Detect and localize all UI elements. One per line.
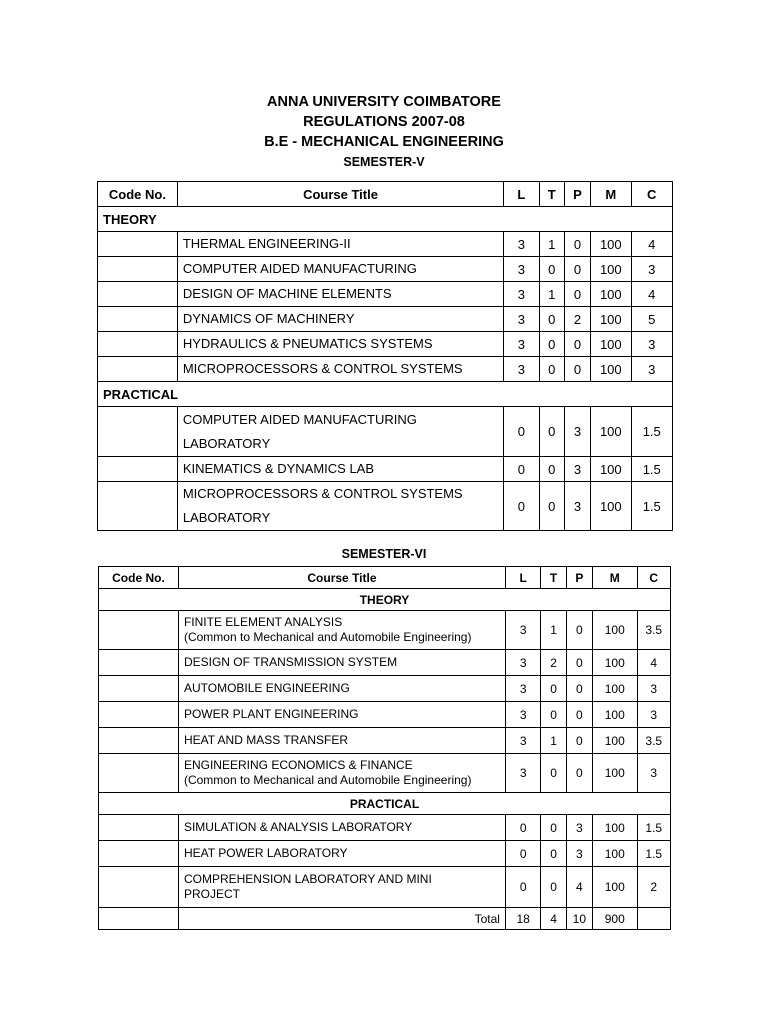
- m-cell: 100: [591, 357, 631, 382]
- t-cell: 1: [541, 728, 566, 754]
- section-label: PRACTICAL: [98, 382, 673, 407]
- section-label: PRACTICAL: [99, 793, 671, 815]
- p-cell: 3: [564, 482, 590, 531]
- m-cell: 100: [591, 307, 631, 332]
- l-cell: 0: [504, 457, 539, 482]
- course-title-line: COMPUTER AIDED MANUFACTURING: [182, 411, 417, 427]
- t-cell: 0: [541, 841, 566, 867]
- c-cell: 1.5: [637, 841, 670, 867]
- c-cell: 3: [637, 702, 670, 728]
- total-row: [99, 908, 671, 930]
- col-p: P: [566, 567, 592, 589]
- t-cell: 0: [539, 482, 564, 531]
- c-cell: 1.5: [631, 482, 673, 531]
- p-cell: 3: [564, 407, 590, 457]
- section-row-theory: [98, 207, 673, 232]
- table-row: [99, 728, 671, 754]
- table-row: [99, 867, 671, 908]
- semester-5-title: SEMESTER-V: [343, 155, 425, 169]
- table-row: [99, 676, 671, 702]
- section-label: THEORY: [98, 207, 673, 232]
- course-title: POWER PLANT ENGINEERING: [178, 702, 505, 728]
- t-cell: 1: [541, 611, 566, 650]
- l-cell: 0: [504, 482, 539, 531]
- t-cell: 0: [541, 702, 566, 728]
- code-cell: [99, 815, 179, 841]
- table-row: [99, 815, 671, 841]
- course-title-line: COMPREHENSION LABORATORY AND MINI: [183, 872, 432, 886]
- total-label: Total: [178, 908, 505, 930]
- table-row: [98, 282, 673, 307]
- table-row: [98, 407, 673, 457]
- m-cell: 100: [593, 676, 638, 702]
- m-cell: 100: [593, 702, 638, 728]
- p-cell: 0: [566, 676, 592, 702]
- c-cell: 1.5: [637, 815, 670, 841]
- semester-5-table: [97, 181, 673, 531]
- l-cell: 3: [505, 650, 540, 676]
- t-cell: 0: [539, 357, 564, 382]
- p-cell: 0: [564, 232, 590, 257]
- p-cell: 0: [564, 357, 590, 382]
- code-cell: [99, 867, 179, 908]
- course-title: [177, 407, 503, 457]
- code-cell: [98, 257, 178, 282]
- l-cell: 3: [505, 676, 540, 702]
- code-cell: [98, 232, 178, 257]
- code-cell: [98, 282, 178, 307]
- t-cell: 0: [539, 457, 564, 482]
- course-subtitle: (Common to Mechanical and Automobile Engineering): [183, 630, 472, 644]
- code-cell: [98, 482, 178, 531]
- course-title: HYDRAULICS & PNEUMATICS SYSTEMS: [177, 332, 503, 357]
- col-c: C: [631, 182, 673, 207]
- course-title: MICROPROCESSORS & CONTROL SYSTEMS: [177, 357, 503, 382]
- code-cell: [99, 676, 179, 702]
- m-cell: 100: [591, 482, 631, 531]
- col-code: Code No.: [98, 182, 178, 207]
- table-header-row: [99, 567, 671, 589]
- t-cell: 1: [539, 232, 564, 257]
- table-row: [99, 754, 671, 793]
- l-cell: 3: [505, 702, 540, 728]
- c-cell: 2: [637, 867, 670, 908]
- p-cell: 3: [566, 841, 592, 867]
- code-cell: [98, 457, 178, 482]
- code-cell: [98, 332, 178, 357]
- c-cell: 1.5: [631, 407, 673, 457]
- course-title-line: FINITE ELEMENT ANALYSIS: [183, 615, 343, 629]
- m-cell: 100: [591, 332, 631, 357]
- p-cell: 0: [564, 332, 590, 357]
- course-title: SIMULATION & ANALYSIS LABORATORY: [178, 815, 505, 841]
- course-title-line: PROJECT: [183, 887, 240, 901]
- t-cell: 0: [541, 867, 566, 908]
- p-cell: 0: [566, 611, 592, 650]
- course-title: DESIGN OF MACHINE ELEMENTS: [177, 282, 503, 307]
- m-cell: 100: [593, 841, 638, 867]
- section-row-practical: [98, 382, 673, 407]
- course-title: COMPUTER AIDED MANUFACTURING: [177, 257, 503, 282]
- l-cell: 3: [505, 728, 540, 754]
- table-row: [98, 257, 673, 282]
- course-title-line: MICROPROCESSORS & CONTROL SYSTEMS: [182, 486, 463, 501]
- table-row: [98, 232, 673, 257]
- m-cell: 100: [591, 232, 631, 257]
- section-row-theory: [99, 589, 671, 611]
- p-cell: 0: [566, 650, 592, 676]
- table-row: [99, 841, 671, 867]
- course-subtitle: (Common to Mechanical and Automobile Engineering): [183, 773, 472, 787]
- course-title: HEAT POWER LABORATORY: [178, 841, 505, 867]
- code-cell: [98, 407, 178, 457]
- c-cell: 3.5: [637, 728, 670, 754]
- regulations-title: REGULATIONS 2007-08: [303, 114, 465, 130]
- table-header-row: [98, 182, 673, 207]
- t-cell: 0: [541, 815, 566, 841]
- col-p: P: [564, 182, 590, 207]
- code-cell: [98, 357, 178, 382]
- table-row: [98, 482, 673, 531]
- c-cell: 3: [631, 257, 673, 282]
- course-title: DYNAMICS OF MACHINERY: [177, 307, 503, 332]
- c-cell: 5: [631, 307, 673, 332]
- t-cell: 2: [541, 650, 566, 676]
- p-cell: 0: [566, 728, 592, 754]
- m-cell: 100: [593, 754, 638, 793]
- p-cell: 2: [564, 307, 590, 332]
- m-cell: 100: [593, 867, 638, 908]
- t-cell: 0: [539, 307, 564, 332]
- t-cell: 0: [541, 754, 566, 793]
- c-cell: 3: [631, 357, 673, 382]
- document-header: [0, 92, 768, 172]
- total-l: 18: [505, 908, 540, 930]
- c-cell: 3: [637, 676, 670, 702]
- total-m: 900: [593, 908, 638, 930]
- code-cell: [99, 754, 179, 793]
- program-title: B.E - MECHANICAL ENGINEERING: [264, 134, 504, 150]
- col-l: L: [505, 567, 540, 589]
- c-cell: 3: [637, 754, 670, 793]
- c-cell: 4: [637, 650, 670, 676]
- l-cell: 3: [504, 307, 539, 332]
- t-cell: 0: [541, 676, 566, 702]
- p-cell: 4: [566, 867, 592, 908]
- p-cell: 0: [564, 282, 590, 307]
- table-row: [98, 357, 673, 382]
- course-title-line: LABORATORY: [182, 510, 271, 525]
- total-t: 4: [541, 908, 566, 930]
- l-cell: 0: [505, 815, 540, 841]
- c-cell: 1.5: [631, 457, 673, 482]
- code-cell: [99, 650, 179, 676]
- m-cell: 100: [593, 728, 638, 754]
- c-cell: 3: [631, 332, 673, 357]
- l-cell: 3: [504, 357, 539, 382]
- m-cell: 100: [591, 257, 631, 282]
- course-title-line: ENGINEERING ECONOMICS & FINANCE: [183, 758, 413, 772]
- code-cell: [99, 728, 179, 754]
- col-course-title: Course Title: [177, 182, 503, 207]
- code-cell: [99, 908, 179, 930]
- table-row: [99, 611, 671, 650]
- col-code: Code No.: [99, 567, 179, 589]
- table-row: [98, 457, 673, 482]
- c-cell: 4: [631, 232, 673, 257]
- code-cell: [99, 841, 179, 867]
- table-row: [98, 307, 673, 332]
- m-cell: 100: [591, 407, 631, 457]
- col-m: M: [591, 182, 631, 207]
- t-cell: 0: [539, 407, 564, 457]
- section-label: THEORY: [99, 589, 671, 611]
- l-cell: 0: [505, 867, 540, 908]
- table-row: [99, 702, 671, 728]
- section-row-practical: [99, 793, 671, 815]
- university-name: ANNA UNIVERSITY COIMBATORE: [267, 94, 501, 110]
- l-cell: 3: [504, 282, 539, 307]
- code-cell: [99, 611, 179, 650]
- m-cell: 100: [593, 611, 638, 650]
- table-row: [99, 650, 671, 676]
- course-title-line: LABORATORY: [182, 435, 271, 451]
- code-cell: [98, 307, 178, 332]
- course-title: HEAT AND MASS TRANSFER: [178, 728, 505, 754]
- t-cell: 0: [539, 332, 564, 357]
- course-title: [178, 867, 505, 908]
- c-cell: 3.5: [637, 611, 670, 650]
- total-p: 10: [566, 908, 592, 930]
- total-c: [637, 908, 670, 930]
- course-title: [177, 482, 503, 531]
- course-title: AUTOMOBILE ENGINEERING: [178, 676, 505, 702]
- col-l: L: [504, 182, 539, 207]
- m-cell: 100: [591, 282, 631, 307]
- l-cell: 3: [504, 257, 539, 282]
- m-cell: 100: [593, 815, 638, 841]
- t-cell: 1: [539, 282, 564, 307]
- m-cell: 100: [593, 650, 638, 676]
- course-title: [178, 611, 505, 650]
- col-t: T: [539, 182, 564, 207]
- p-cell: 3: [566, 815, 592, 841]
- course-title: THERMAL ENGINEERING-II: [177, 232, 503, 257]
- col-course-title: Course Title: [178, 567, 505, 589]
- course-title: [178, 754, 505, 793]
- semester-6-title: SEMESTER-VI: [341, 547, 427, 561]
- l-cell: 0: [504, 407, 539, 457]
- semester-6-table: [98, 566, 671, 930]
- course-title: KINEMATICS & DYNAMICS LAB: [177, 457, 503, 482]
- l-cell: 3: [504, 232, 539, 257]
- p-cell: 0: [566, 754, 592, 793]
- p-cell: 0: [566, 702, 592, 728]
- l-cell: 0: [505, 841, 540, 867]
- l-cell: 3: [505, 611, 540, 650]
- table-row: [98, 332, 673, 357]
- c-cell: 4: [631, 282, 673, 307]
- course-title: DESIGN OF TRANSMISSION SYSTEM: [178, 650, 505, 676]
- l-cell: 3: [505, 754, 540, 793]
- l-cell: 3: [504, 332, 539, 357]
- col-m: M: [593, 567, 638, 589]
- m-cell: 100: [591, 457, 631, 482]
- code-cell: [99, 702, 179, 728]
- p-cell: 3: [564, 457, 590, 482]
- col-t: T: [541, 567, 566, 589]
- col-c: C: [637, 567, 670, 589]
- t-cell: 0: [539, 257, 564, 282]
- p-cell: 0: [564, 257, 590, 282]
